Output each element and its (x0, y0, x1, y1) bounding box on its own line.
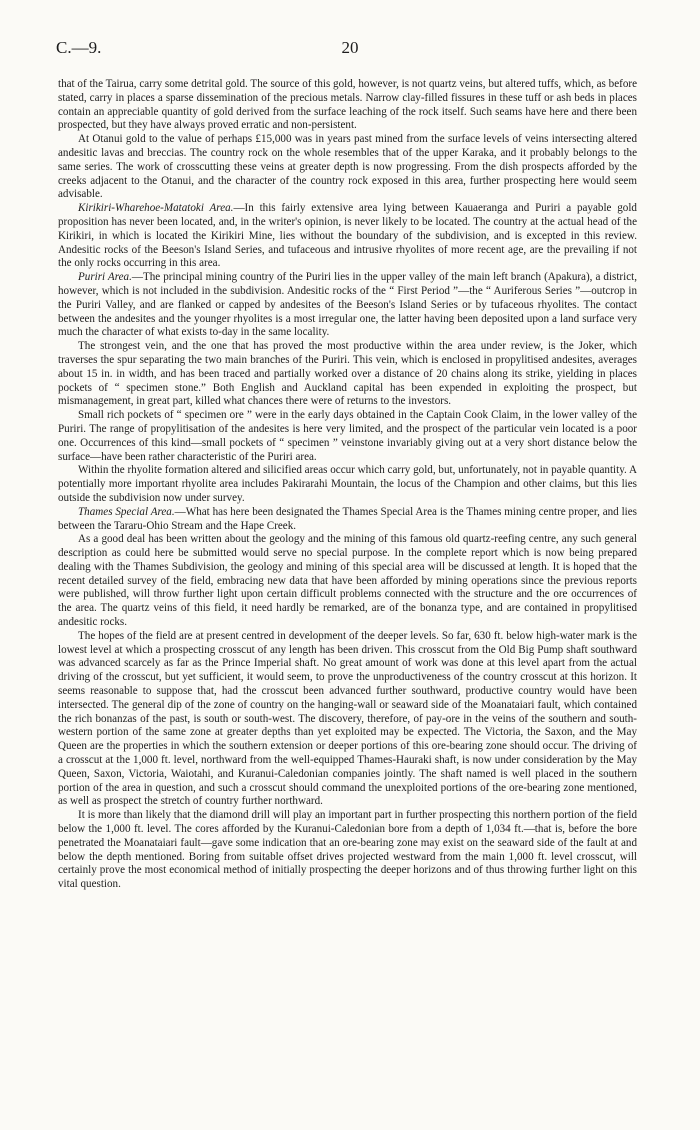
paragraph: that of the Tairua, carry some detrital gold. The source of this gold, however, is not quartz veins, but altered tuffs, which, as before stated, carry in places a sparse dissemination of the precious metals. Narrow clay-filled fissures in these tuff or ash beds in places contain an appreciable quantity of gold derived from the surface leaching of the rock itself. Such seams have here and there been prospected, but they have always proved erratic and non-persistent. (58, 78, 637, 132)
paragraph: Small rich pockets of “ specimen ore ” were in the early days obtained in the Captain Cook Claim, in the lower valley of the Puriri. The range of propylitisation of the andesites is here very limited, and the prospect of the particular vein located is a poor one. Occurrences of this kind—small pockets of “ specimen ” veinstone invariably giving out at a very short distance below the surface—have been rather characteristic of the Puriri area. (58, 409, 637, 463)
body-text (58, 78, 637, 892)
paragraph: At Otanui gold to the value of perhaps £15,000 was in years past mined from the surface levels of veins intersecting altered andesitic lavas and breccias. The country rock on the whole resembles that of the upper Karaka, and it probably belongs to the same series. The work of crosscutting these veins at greater depth is now progressing. From the dish prospects afforded by the creeks adjacent to the Otanui, and the character of the country rock exposed in this area, further prospecting here would seem advisable. (58, 133, 637, 201)
section-heading: Kirikiri-Wharehoe-Matatoki Area. (78, 202, 234, 215)
page-header (56, 38, 644, 62)
paragraph: As a good deal has been written about the geology and the mining of this famous old quartz-reefing centre, any such general description as could here be submitted would serve no special purpose. In the complete report which is now being prepared dealing with the Thames Subdivision, the geology and mining of this special area will be discussed at length. It is hoped that the recent detailed survey of the field, embracing new data that have been afforded by mining operations since the previous reports were published, will throw further light upon certain difficult problems connected with the structure and the ore occurrences of the area. The quartz veins of this field, it need hardly be remarked, are of the bonanza type, and are contained in propylitised andesitic rocks. (58, 533, 637, 629)
paragraph: Puriri Area.—The principal mining country of the Puriri lies in the upper valley of the main left branch (Apakura), a district, however, which is not included in the subdivision. Andesitic rocks of the “ First Period ”—the “ Auriferous Series ”—outcrop in the Puriri Valley, and are flanked or capped by andesites of the Beeson's Island Series or by tufaceous rhyolites. The contact between the andesites and the younger rhyolites is a most irregular one, the latter having been deposited upon a land surface very much the character of what exists to-day in the same locality. (58, 271, 637, 339)
paragraph: It is more than likely that the diamond drill will play an important part in further prospecting this northern portion of the field below the 1,000 ft. level. The cores afforded by the Kuranui-Caledonian bore from a depth of 1,034 ft.—that is, before the bore penetrated the Moanataiari fault—gave some indication that an ore-bearing zone may exist on the seaward side of the fault at and below the depth mentioned. Boring from suitable offset drives projected westward from the main 1,000 ft. level crosscut, will certainly prove the most economical method of initially prospecting the deeper horizons and of thus throwing further light on this vital question. (58, 809, 637, 891)
section-heading: Puriri Area. (78, 271, 132, 284)
paragraph: The hopes of the field are at present centred in development of the deeper levels. So far, 630 ft. below high-water mark is the lowest level at which a prospecting crosscut of any length has been driven. This crosscut from the Old Big Pump shaft southward was advanced scarcely as far as the Prince Imperial shaft. No great amount of work was done at this level apart from the actual driving of the crosscut, but yet sufficient, it would seem, to prove the unproductiveness of the country crosscut at this horizon. It seems reasonable to suppose that, had the crosscut been advanced further southward, productive country would have been intersected. The general dip of the zone of country on the hanging-wall or seaward side of the Moanataiari fault, which contained the rich bonanzas of the past, is south or south-west. The discovery, therefore, of pay-ore in the veins of the southern and south-western portion of the same zone at greater depths than yet exploited may be expected. The Victoria, the Saxon, and the May Queen are the properties in which the southern extension or deeper portions of this ore-bearing zone should occur. The driving of a crosscut at the 1,000 ft. level, northward from the well-equipped Thames-Hauraki shaft, is now under consideration by the May Queen, Saxon, Victoria, Waiotahi, and Kuranui-Caledonian companies jointly. The shaft named is well placed in the southern portion of the area in question, and such a crosscut should command the unexploited portions of the ore-bearing zone mentioned, as well as prospect the stretch of country further northward. (58, 629, 637, 808)
paragraph: The strongest vein, and the one that has proved the most productive within the area under review, is the Joker, which traverses the spur separating the two main branches of the Puriri. This vein, which is enclosed in propylitised andesites, averages about 15 in. in width, and has been traced and partially worked over a distance of 20 chains along its strike, yielding in places pockets of “ specimen stone.” Both English and Auckland capital has been expended in exploiting the prospect, but mismanagement, in great part, killed what chances there were of returns to the investors. (58, 340, 637, 408)
paragraph: Kirikiri-Wharehoe-Matatoki Area.—In this fairly extensive area lying between Kauaeranga and Puriri a payable gold proposition has never been located, and, in the writer's opinion, is never likely to be located. The country at the actual head of the Kirikiri, in which is located the Kirikiri Mine, lies without the boundary of the subdivision, and is excepted in this review. Andesitic rocks of the Beeson's Island Series, and tufaceous and intrusive rhyolites of more recent age, are the prevailing if not the only rocks occurring in this area. (58, 202, 637, 270)
section-heading: Thames Special Area. (78, 505, 175, 518)
document-reference: C.—9. (56, 38, 102, 57)
page-number: 20 (341, 38, 359, 57)
paragraph: Thames Special Area.—What has here been designated the Thames Special Area is the Thames mining centre proper, and lies between the Tararu-Ohio Stream and the Hape Creek. (58, 505, 637, 532)
paragraph: Within the rhyolite formation altered and silicified areas occur which carry gold, but, unfortunately, not in payable quantity. A potentially more important rhyolite area includes Pakirarahi Mountain, the locus of the Champion and other claims, but this lies outside the subdivision now under survey. (58, 464, 637, 504)
